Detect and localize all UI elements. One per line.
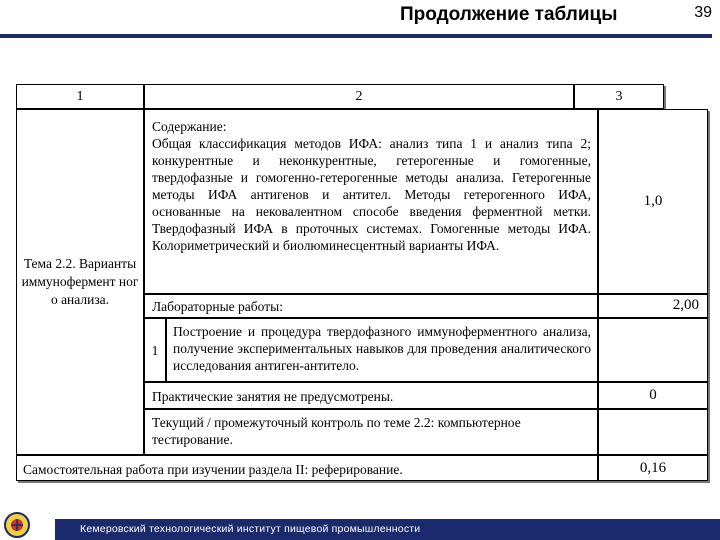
- practice-label: Практические занятия не предусмотрены.: [144, 382, 598, 409]
- content-label: Содержание:: [152, 119, 227, 134]
- selfwork-text: Самостоятельная работа при изучении раздела II: реферирование.: [16, 455, 598, 481]
- selfwork-hours: 0,16: [598, 455, 708, 481]
- practice-hours: 0: [598, 382, 708, 409]
- lab-label: Лабораторные работы:: [144, 294, 598, 318]
- page-title: Продолжение таблицы: [400, 4, 618, 25]
- col-header-2: 2: [144, 84, 574, 109]
- content-text: Общая классификация методов ИФА: анализ типа 1 и анализ типа 2; конкурентные и неконкурентные, гетерогенные и гомогенные, твердофазные и гомогенно-гетерогенные методы анализа. Гетерогенные методы ИФА антигенов и антител. Методы гетерогенного ИФА, основанные на нековалентном способе введения ферментной метки. Твердофазный ИФА в проточных системах. Гомогенные методы ИФА. Колориметрический и биолюминесцентный варианты ИФА.: [152, 136, 591, 253]
- title-divider: [0, 34, 712, 38]
- lab-item-text: Построение и процедура твердофазного иммуноферментного анализа, получение экспериментальных навыков для проведения аналитического исследования антиген-антитело.: [166, 318, 598, 382]
- col-header-3: 3: [574, 84, 664, 109]
- topic-cell: [16, 109, 144, 455]
- lab-item-hours-empty: [598, 318, 708, 382]
- col-header-1: 1: [16, 84, 144, 109]
- content-hours: 1,0: [598, 109, 708, 294]
- control-text: Текущий / промежуточный контроль по теме 2.2: компьютерное тестирование.: [144, 409, 598, 455]
- topic-text: Тема 2.2. Варианты иммунофермент ного анализа.: [21, 256, 139, 307]
- institute-logo-icon: [2, 511, 32, 539]
- lab-item-number: 1: [144, 318, 166, 382]
- control-hours-empty: [598, 409, 708, 455]
- content-cell: [144, 109, 598, 294]
- footer-text: Кемеровский технологический институт пищевой промышленности: [80, 523, 421, 535]
- lab-hours: 2,00: [598, 294, 708, 318]
- page-number: 39: [694, 4, 712, 21]
